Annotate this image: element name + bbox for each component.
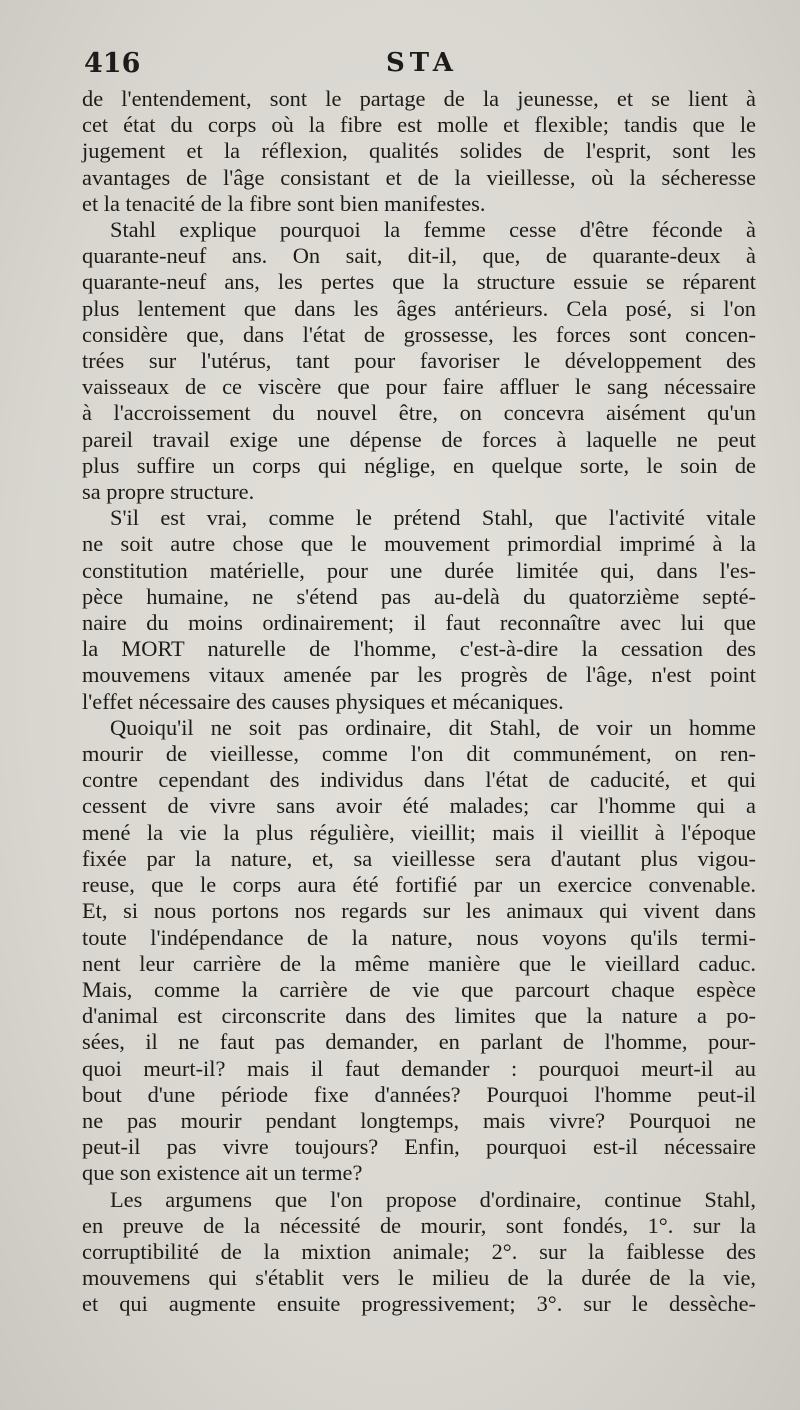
running-head: STA (386, 48, 458, 78)
text-line: mouvemens qui s'établit vers le milieu de la durée de la vie, (82, 1265, 756, 1291)
text-line: Les argumens que l'on propose d'ordinaire, continue Stahl, (110, 1186, 756, 1212)
text-line: mouvemens vitaux amenée par les progrès de l'âge, n'est point (82, 662, 756, 688)
text-line: quarante-neuf ans, les pertes que la structure essuie se réparent (82, 269, 756, 295)
page-header (84, 48, 760, 88)
text-line: de l'entendement, sont le partage de la jeunesse, et se lient à (82, 86, 756, 111)
paragraph (82, 715, 756, 1187)
text-line: constitution matérielle, pour une durée limitée qui, dans l'es- (82, 557, 756, 583)
text-line: pareil travail exige une dépense de forces à laquelle ne peut (82, 426, 756, 452)
page-number: 416 (84, 48, 141, 79)
text-line: considère que, dans l'état de grossesse, les forces sont concen- (82, 321, 756, 347)
text-line: quarante-neuf ans. On sait, dit-il, que, de quarante-deux à (82, 243, 756, 269)
text-line: et la tenacité de la fibre sont bien manifestes. (82, 190, 486, 216)
paragraph (82, 1187, 756, 1318)
text-line: avantages de l'âge consistant et de la vieillesse, où la sécheresse (82, 164, 756, 190)
text-line: bout d'une période fixe d'années? Pourquoi l'homme peut-il (82, 1081, 756, 1107)
text-line: jugement et la réflexion, qualités solides de l'esprit, sont les (82, 138, 756, 164)
text-line: corruptibilité de la mixtion animale; 2°. sur la faiblesse des (82, 1238, 756, 1264)
text-line: plus lentement que dans les âges antérieurs. Cela posé, si l'on (82, 295, 756, 321)
text-line: fixée par la nature, et, sa vieillesse sera d'autant plus vigou- (82, 845, 756, 871)
text-line: naire du moins ordinairement; il faut reconnaître avec lui que (82, 610, 756, 636)
text-line: ne soit autre chose que le mouvement primordial imprimé à la (82, 531, 756, 557)
text-line: mourir de vieillesse, comme l'on dit communément, on ren- (82, 741, 756, 767)
text-line: trées sur l'utérus, tant pour favoriser le développement des (82, 348, 756, 374)
text-line: Mais, comme la carrière de vie que parcourt chaque espèce (82, 976, 756, 1002)
text-line: pèce humaine, ne s'étend pas au-delà du quatorzième septé- (82, 583, 756, 609)
text-line: vaisseaux de ce viscère que pour faire affluer le sang nécessaire (82, 374, 756, 400)
text-line: et qui augmente ensuite progressivement; 3°. sur le dessèche- (82, 1291, 756, 1317)
text-line: cet état du corps où la fibre est molle et flexible; tandis que le (82, 112, 756, 138)
text-line: sées, il ne faut pas demander, en parlant de l'homme, pour- (82, 1029, 756, 1055)
text-line: nent leur carrière de la même manière que le vieillard caduc. (82, 950, 756, 976)
text-line: à l'accroissement du nouvel être, on concevra aisément qu'un (82, 400, 756, 426)
text-line: sa propre structure. (82, 479, 255, 505)
text-line: Quoiqu'il ne soit pas ordinaire, dit Stahl, de voir un homme (110, 714, 756, 740)
text-line: d'animal est circonscrite dans des limites que la nature a po- (82, 1003, 756, 1029)
text-line: S'il est vrai, comme le prétend Stahl, que l'activité vitale (110, 505, 756, 531)
text-line: contre cependant des individus dans l'état de caducité, et qui (82, 767, 756, 793)
text-line: la MORT naturelle de l'homme, c'est-à-dire la cessation des (82, 636, 756, 662)
text-line: que son existence ait un terme? (82, 1160, 363, 1186)
text-line: Et, si nous portons nos regards sur les animaux qui vivent dans (82, 898, 756, 924)
text-line: ne pas mourir pendant longtemps, mais vivre? Pourquoi ne (82, 1107, 756, 1133)
text-line: mené la vie la plus régulière, vieillit; mais il vieillit à l'époque (82, 819, 756, 845)
text-line: cessent de vivre sans avoir été malades; car l'homme qui a (82, 793, 756, 819)
text-line: en preuve de la nécessité de mourir, sont fondés, 1°. sur la (82, 1212, 756, 1238)
text-line: toute l'indépendance de la nature, nous voyons qu'ils termi- (82, 924, 756, 950)
text-line: reuse, que le corps aura été fortifié par un exercice convenable. (82, 872, 756, 898)
text-line: peut-il pas vivre toujours? Enfin, pourquoi est-il nécessaire (82, 1134, 756, 1160)
text-line: quoi meurt-il? mais il faut demander : pourquoi meurt-il au (82, 1055, 756, 1081)
text-line: plus suffire un corps qui néglige, en quelque sorte, le soin de (82, 452, 756, 478)
body-text (82, 86, 756, 1318)
paragraph (82, 86, 756, 217)
text-line: l'effet nécessaire des causes physiques et mécaniques. (82, 688, 564, 714)
paragraph (82, 217, 756, 505)
text-line: Stahl explique pourquoi la femme cesse d'être féconde à (110, 217, 756, 243)
paragraph (82, 505, 756, 715)
